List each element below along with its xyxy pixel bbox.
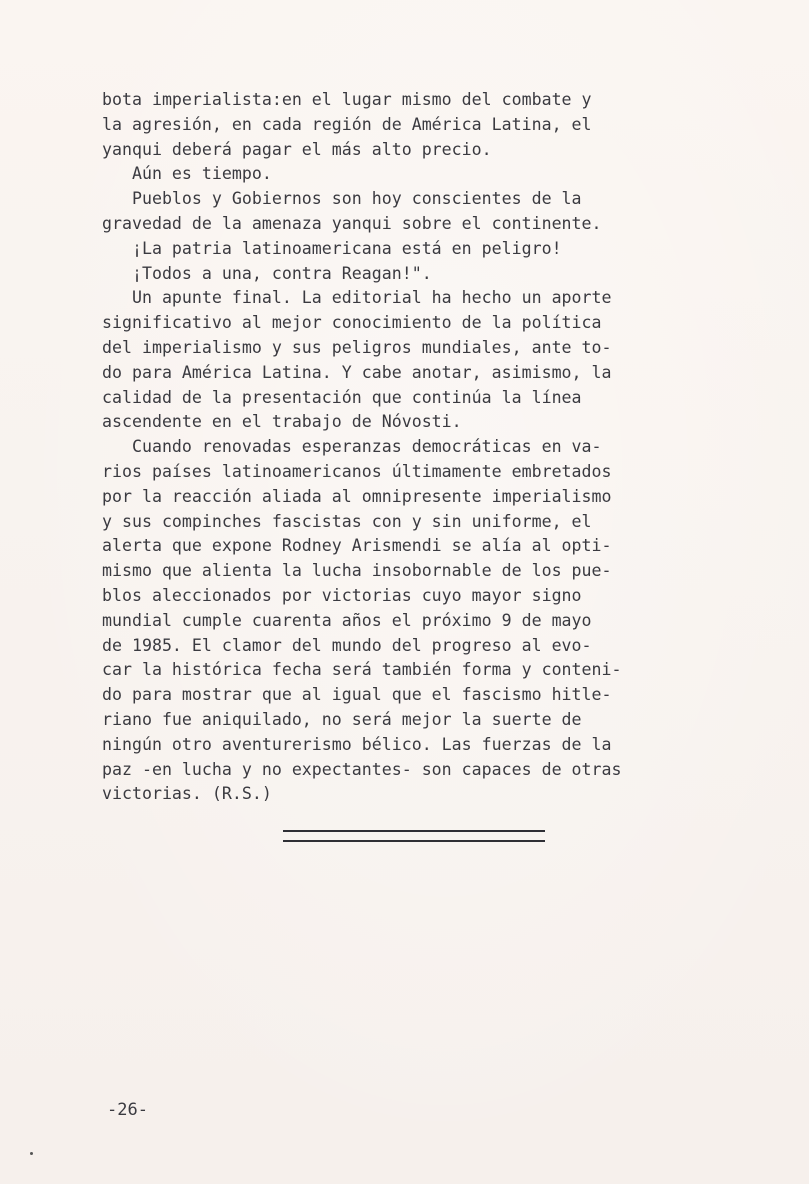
text-line: calidad de la presentación que continúa la línea [102,387,582,407]
text-line: y sus compinches fascistas con y sin uniforme, el [102,511,592,531]
text-line: rios países latinoamericanos últimamente embretados [102,461,612,481]
text-line: ascendente en el trabajo de Nóvosti. [102,412,462,432]
text-line: blos aleccionados por victorias cuyo mayor signo [102,585,582,605]
text-line: de 1985. El clamor del mundo del progreso al evo- [102,635,592,655]
body-text [102,88,742,807]
text-line: por la reacción aliada al omnipresente imperialismo [102,486,612,506]
text-line: significativo al mejor conocimiento de la política [102,313,602,333]
text-line: mundial cumple cuarenta años el próximo 9 de mayo [102,610,592,630]
text-line: riano fue aniquilado, no será mejor la suerte de [102,709,582,729]
text-line: bota imperialista:en el lugar mismo del combate y [102,90,592,109]
text-line: del imperialismo y sus peligros mundiales, ante to- [102,337,612,357]
text-line: alerta que expone Rodney Arismendi se alía al opti- [102,536,612,556]
text-line: ¡La patria latinoamericana está en peligro! [102,238,562,258]
text-line: mismo que alienta la lucha insobornable de los pue- [102,561,612,581]
text-line: car la histórica fecha será también forma y conteni- [102,660,622,680]
paper-speck [30,1152,33,1155]
text-line: yanqui deberá pagar el más alto precio. [102,139,492,159]
text-line: paz -en lucha y no expectantes- son capaces de otras [102,759,622,779]
text-line: ningún otro aventurerismo bélico. Las fuerzas de la [102,734,612,754]
text-line: ¡Todos a una, contra Reagan!". [102,263,432,283]
text-line: gravedad de la amenaza yanqui sobre el continente. [102,213,602,233]
text-line: Aún es tiempo. [102,164,272,184]
text-line: do para mostrar que al igual que el fascismo hitle- [102,685,612,705]
text-line: Un apunte final. La editorial ha hecho un aporte [102,288,612,308]
text-line: victorias. (R.S.) [102,784,272,804]
page-number: -26- [107,1100,148,1120]
section-divider-top [283,830,545,832]
text-line: la agresión, en cada región de América Latina, el [102,114,592,134]
section-divider-bottom [283,840,545,842]
text-line: Pueblos y Gobiernos son hoy conscientes de la [102,189,582,209]
text-line: do para América Latina. Y cabe anotar, asimismo, la [102,362,612,382]
text-line: Cuando renovadas esperanzas democráticas en va- [102,437,602,457]
